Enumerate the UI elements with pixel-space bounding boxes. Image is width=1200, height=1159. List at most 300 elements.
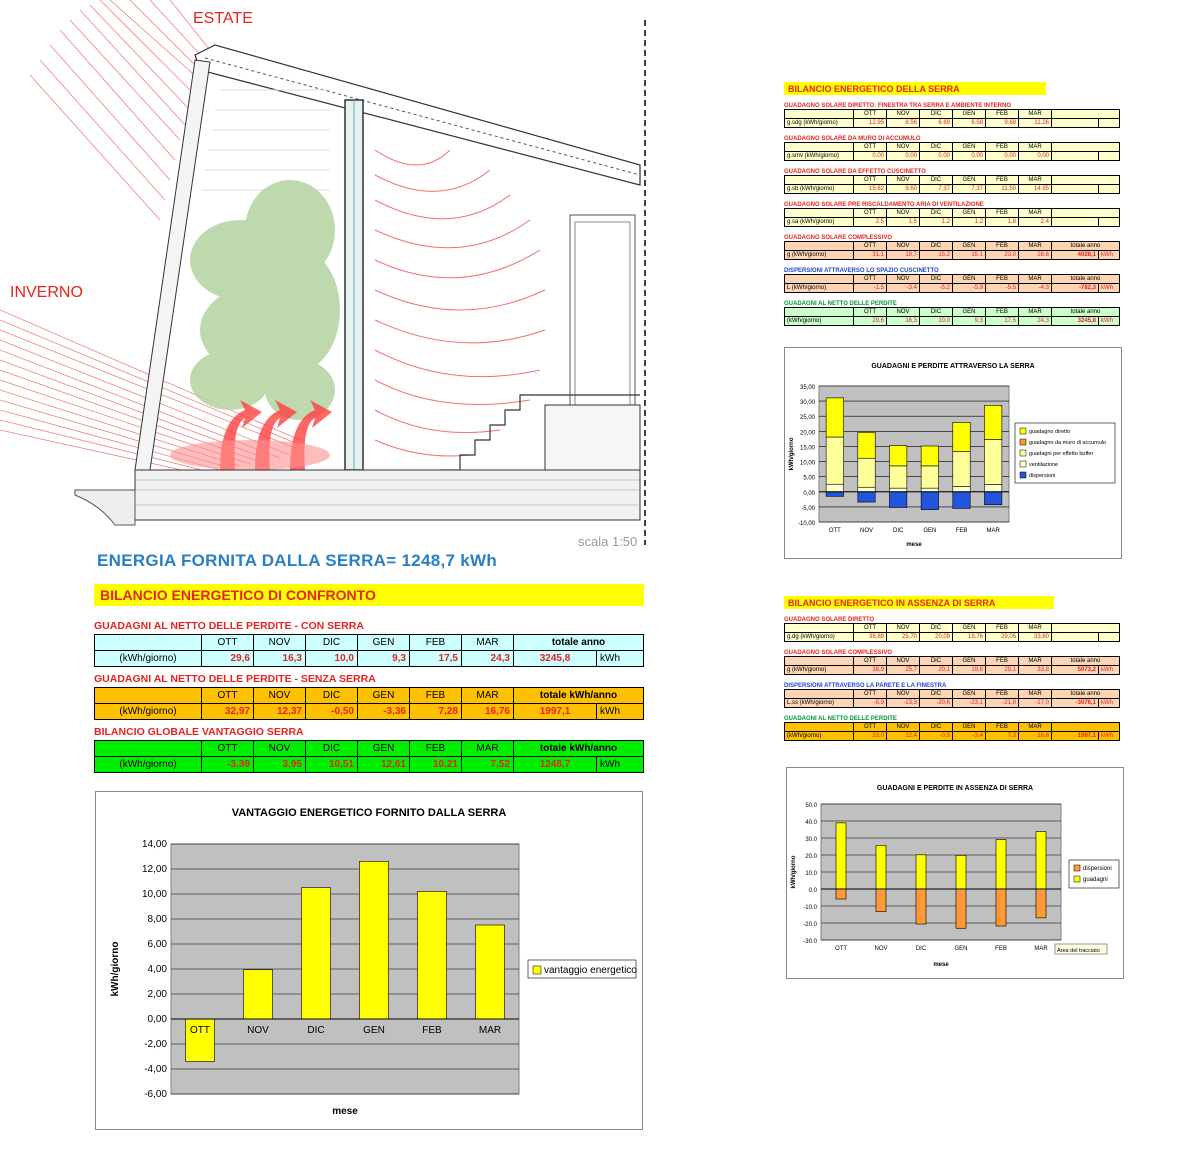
table-cell: -3,4 <box>953 732 986 741</box>
month-header: GEN <box>953 176 986 185</box>
y-tick-label: 15,00 <box>799 445 815 452</box>
chart-guadagni-serra-svg <box>785 348 1121 558</box>
bar <box>826 437 843 484</box>
table-cell: 0.00 <box>920 152 953 161</box>
month-header: DIC <box>920 275 953 284</box>
unit-cell: kWh <box>1099 732 1120 741</box>
month-header: GEN <box>953 275 986 284</box>
y-tick-label: -10.0 <box>803 905 817 911</box>
comparison-section-title: BILANCIO GLOBALE VANTAGGIO SERRA <box>94 726 304 738</box>
bar <box>984 485 1001 492</box>
block-title: GUADAGNO SOLARE COMPLESSIVO <box>784 235 893 241</box>
y-tick-label: 6,00 <box>147 939 167 950</box>
total-header: totale anno <box>1052 690 1120 699</box>
chart-vantaggio-svg <box>96 792 642 1129</box>
y-tick-label: 4,00 <box>147 964 167 975</box>
month-header: OTT <box>854 143 887 152</box>
month-header: MAR <box>1019 308 1052 317</box>
month-header: FEB <box>986 690 1019 699</box>
month-header: MAR <box>1019 242 1052 251</box>
table-cell: 16,3 <box>887 317 920 326</box>
chart-guadagni-no-serra-svg <box>787 768 1123 978</box>
table-cell: 10,21 <box>410 757 462 773</box>
bar <box>953 452 970 487</box>
unit-cell <box>1099 185 1120 194</box>
bar <box>996 889 1006 926</box>
month-header: OTT <box>854 657 887 666</box>
bar <box>826 492 843 497</box>
table-no-serra-title: BILANCIO ENERGETICO IN ASSENZA DI SERRA <box>784 596 1054 609</box>
table-cell: 24,3 <box>1019 317 1052 326</box>
unit-cell <box>1099 152 1120 161</box>
table-cell: 33,80 <box>1019 633 1052 642</box>
table-cell: 29,6 <box>854 317 887 326</box>
table-cell: 10,0 <box>920 317 953 326</box>
table-cell: 1.8 <box>986 218 1019 227</box>
bar <box>302 888 331 1019</box>
total-header: totale kWh/anno <box>514 741 644 757</box>
month-header: OTT <box>854 723 887 732</box>
row-label: g.sa (kWh/giorno) <box>785 218 854 227</box>
table-cell: -20,6 <box>920 699 953 708</box>
y-axis-label: kWh/giorno <box>789 437 795 471</box>
y-tick-label: 14,00 <box>141 839 167 850</box>
bar <box>418 891 447 1019</box>
block-title: DISPERSIONI ATTRAVERSO LO SPAZIO CUSCINETTO <box>784 268 939 274</box>
row-label: L (kWh/giorno) <box>785 284 854 293</box>
block-table <box>784 274 1120 293</box>
month-header: GEN <box>358 688 410 704</box>
bar <box>956 889 966 928</box>
floor-slab <box>135 470 640 520</box>
month-header: FEB <box>986 624 1019 633</box>
block-table <box>784 689 1120 708</box>
comparison-table <box>94 584 644 773</box>
label-summer: ESTATE <box>193 10 253 27</box>
x-tick-label: GEN <box>923 528 937 534</box>
x-tick-label: FEB <box>422 1025 442 1036</box>
month-header: FEB <box>986 242 1019 251</box>
legend-swatch <box>1020 428 1026 434</box>
table-cell: 23.0 <box>986 251 1019 260</box>
month-header: DIC <box>920 110 953 119</box>
unit-cell <box>1099 119 1120 128</box>
legend-label: guadagni <box>1083 877 1108 883</box>
legend-swatch <box>1074 876 1080 882</box>
month-header: FEB <box>986 176 1019 185</box>
table-cell: 25,70 <box>887 633 920 642</box>
row-label: g.smv (kWh/giorno) <box>785 152 854 161</box>
table-cell: -23,1 <box>953 699 986 708</box>
section-svg <box>0 0 650 560</box>
block-table <box>784 109 1120 128</box>
table-cell: 2.4 <box>1019 218 1052 227</box>
table-cell: -5,9 <box>854 699 887 708</box>
block-title: GUADAGNO SOLARE COMPLESSIVO <box>784 650 893 656</box>
block-title: DISPERSIONI ATTRAVERSO LA PARETE E LA FINESTRA <box>784 683 947 689</box>
bar <box>836 889 846 899</box>
x-axis-label: mese <box>933 962 949 968</box>
month-header: FEB <box>986 143 1019 152</box>
total-header: totale anno <box>514 635 644 651</box>
table-cell: 15.62 <box>854 185 887 194</box>
month-header: DIC <box>920 209 953 218</box>
y-tick-label: 5,00 <box>803 475 815 482</box>
total-cell: 4028,1 <box>1052 251 1099 260</box>
x-tick-label: MAR <box>986 528 1000 534</box>
bar <box>953 486 970 491</box>
table-cell: 38,88 <box>854 633 887 642</box>
total-header: totale anno <box>1052 275 1120 284</box>
comparison-section-table <box>94 634 644 667</box>
x-tick-label: DIC <box>915 946 927 952</box>
row-label: g (kWh/giorno) <box>785 666 854 675</box>
month-header: DIC <box>306 688 358 704</box>
month-header: NOV <box>887 143 920 152</box>
total-cell <box>1052 119 1099 128</box>
month-header: OTT <box>202 688 254 704</box>
unit-cell: kWh <box>1099 699 1120 708</box>
bar <box>826 484 843 492</box>
bar <box>858 458 875 487</box>
bar <box>921 466 938 488</box>
block-table <box>784 175 1120 194</box>
block-title: GUADAGNO SOLARE DIRETTO: FINESTRA TRA SERRA E AMBIENTE INTERNO <box>784 103 1012 109</box>
total-cell <box>1052 185 1099 194</box>
month-header: DIC <box>306 635 358 651</box>
table-cell: -17,0 <box>1019 699 1052 708</box>
unit-label: (kWh/giorno) <box>95 651 202 667</box>
month-header: GEN <box>358 635 410 651</box>
month-header: OTT <box>202 635 254 651</box>
month-header: FEB <box>410 741 462 757</box>
table-cell: 9,3 <box>358 651 410 667</box>
month-header: NOV <box>887 690 920 699</box>
bar <box>921 446 938 466</box>
bar <box>476 925 505 1019</box>
x-tick-label: NOV <box>874 946 888 952</box>
y-tick-label: -20.0 <box>803 922 817 928</box>
row-label: (kWh/giorno) <box>785 732 854 741</box>
total-cell: 3245,8 <box>514 651 597 667</box>
bar <box>953 422 970 451</box>
x-tick-label: FEB <box>955 528 968 534</box>
block-table <box>784 656 1120 675</box>
table-cell: 7,28 <box>410 704 462 720</box>
block-title: GUADAGNO SOLARE PRE RISCALDAMENTO ARIA DI VENTILAZIONE <box>784 202 984 208</box>
y-tick-label: 30.0 <box>805 837 817 843</box>
legend-label: dispersioni <box>1083 866 1112 872</box>
month-header: NOV <box>887 242 920 251</box>
y-tick-label: -4,00 <box>144 1064 167 1075</box>
table-cell: 24,3 <box>462 651 514 667</box>
y-tick-label: 20.0 <box>805 854 817 860</box>
table-cell: -3,39 <box>202 757 254 773</box>
bar <box>244 970 273 1019</box>
month-header: FEB <box>986 723 1019 732</box>
bar <box>889 446 906 466</box>
month-header: GEN <box>953 308 986 317</box>
total-cell: 1997,1 <box>514 704 597 720</box>
block-table <box>784 307 1120 326</box>
table-cell: 29,1 <box>986 666 1019 675</box>
month-header: MAR <box>462 688 514 704</box>
month-header: OTT <box>854 690 887 699</box>
month-header: GEN <box>953 110 986 119</box>
y-tick-label: 30,00 <box>799 400 815 407</box>
month-header: DIC <box>920 690 953 699</box>
y-tick-label: 20,00 <box>799 430 815 437</box>
headline: ENERGIA FORNITA DALLA SERRA= 1248,7 kWh <box>97 551 498 570</box>
unit-cell: kWh <box>597 651 644 667</box>
x-axis-label: mese <box>332 1106 358 1117</box>
bar <box>984 405 1001 439</box>
month-header: NOV <box>887 209 920 218</box>
block-title: GUADAGNO SOLARE DA MURO DI ACCUMULO <box>784 136 921 142</box>
month-header: MAR <box>462 741 514 757</box>
month-header: DIC <box>920 723 953 732</box>
total-header <box>1052 176 1120 185</box>
month-header: FEB <box>410 688 462 704</box>
x-tick-label: NOV <box>859 528 874 534</box>
table-cell: -3.4 <box>887 284 920 293</box>
y-tick-label: -2,00 <box>144 1039 167 1050</box>
table-no-serra <box>784 596 1120 741</box>
row-label: g.dg (kWh/giorno) <box>785 633 854 642</box>
y-tick-label: 0,00 <box>803 490 815 497</box>
table-cell: 32,97 <box>202 704 254 720</box>
y-tick-label: 2,00 <box>147 989 167 1000</box>
table-cell: 10,0 <box>306 651 358 667</box>
month-header: NOV <box>887 110 920 119</box>
chart-vantaggio <box>95 791 643 1130</box>
table-cell: 7.37 <box>953 185 986 194</box>
y-tick-label: 10.0 <box>805 871 817 877</box>
row-label: g.sdg (kWh/giorno) <box>785 119 854 128</box>
scale-label: scala 1:50 <box>578 534 638 549</box>
table-cell: 16,76 <box>462 704 514 720</box>
month-header: MAR <box>1019 275 1052 284</box>
plot-area <box>819 386 1009 522</box>
legend-label: guadagni per effetto buffer <box>1029 451 1094 457</box>
month-header: GEN <box>953 657 986 666</box>
x-tick-label: MAR <box>478 1025 502 1036</box>
block-table <box>784 623 1120 642</box>
month-header: GEN <box>358 741 410 757</box>
month-header: MAR <box>1019 176 1052 185</box>
month-header: GEN <box>953 242 986 251</box>
table-cell: -5.9 <box>953 284 986 293</box>
bar <box>916 855 926 889</box>
bar <box>836 823 846 889</box>
table-cell: 17,5 <box>410 651 462 667</box>
table-cell: 1.2 <box>920 218 953 227</box>
table-cell: 38,9 <box>854 666 887 675</box>
table-cell: 19,8 <box>953 666 986 675</box>
unit-label: (kWh/giorno) <box>95 704 202 720</box>
legend-label: guadagno da muro di accumulo <box>1029 440 1107 446</box>
table-cell: 9.68 <box>986 119 1019 128</box>
table-cell: 8.56 <box>887 119 920 128</box>
table-cell: -0,5 <box>920 732 953 741</box>
block-table <box>784 722 1120 741</box>
table-cell: 7,52 <box>462 757 514 773</box>
total-header: totale kWh/anno <box>514 688 644 704</box>
table-cell: 9,3 <box>953 317 986 326</box>
y-tick-label: 40.0 <box>805 820 817 826</box>
y-tick-label: 25,00 <box>799 415 815 422</box>
bar <box>889 466 906 488</box>
bar <box>858 487 875 492</box>
annotation: Area del tracciato <box>1057 948 1100 954</box>
table-cell: -5.2 <box>920 284 953 293</box>
comparison-section-title: GUADAGNI AL NETTO DELLE PERDITE - SENZA SERRA <box>94 673 376 685</box>
total-cell: 1997,1 <box>1052 732 1099 741</box>
unit-cell: kWh <box>1099 251 1120 260</box>
bar <box>984 492 1001 505</box>
table-cell: 16,3 <box>254 651 306 667</box>
total-header <box>1052 624 1120 633</box>
table-cell: 14.95 <box>1019 185 1052 194</box>
month-header: OTT <box>854 308 887 317</box>
table-cell: 17,5 <box>986 317 1019 326</box>
y-tick-label: 0.0 <box>808 888 817 894</box>
unit-cell: kWh <box>1099 317 1120 326</box>
y-tick-label: 10,00 <box>141 889 167 900</box>
table-cell: 25,7 <box>887 666 920 675</box>
label-winter: INVERNO <box>10 284 83 301</box>
y-axis-label: kWh/giorno <box>110 941 121 997</box>
bar <box>826 398 843 437</box>
bar <box>1036 832 1046 889</box>
table-cell: 29,05 <box>986 633 1019 642</box>
bar <box>996 840 1006 889</box>
greenhouse-section-drawing <box>0 0 650 560</box>
y-axis-label: kWh/giorno <box>791 855 797 889</box>
month-header: DIC <box>920 657 953 666</box>
block-title: GUADAGNO SOLARE DIRETTO <box>784 617 875 623</box>
x-axis-label: mese <box>906 542 922 548</box>
table-cell: 9.60 <box>887 185 920 194</box>
month-header: MAR <box>1019 657 1052 666</box>
bar <box>876 889 886 912</box>
table-cell: 11.50 <box>986 185 1019 194</box>
month-header: GEN <box>953 690 986 699</box>
table-cell: 7,3 <box>986 732 1019 741</box>
bar <box>858 432 875 458</box>
interior-hatch <box>202 90 330 190</box>
month-header: MAR <box>1019 723 1052 732</box>
month-header: MAR <box>462 635 514 651</box>
legend-swatch <box>533 966 541 974</box>
row-label: (kWh/giorno) <box>785 317 854 326</box>
month-header: OTT <box>854 110 887 119</box>
chart-guadagni-serra <box>784 347 1122 559</box>
month-header: GEN <box>953 143 986 152</box>
x-tick-label: GEN <box>954 946 968 952</box>
roof <box>195 45 640 185</box>
month-header: NOV <box>887 275 920 284</box>
legend-label: vantaggio energetico <box>544 965 637 976</box>
legend-swatch <box>1020 461 1026 467</box>
block-title: GUADAGNI AL NETTO DELLE PERDITE <box>784 716 897 722</box>
total-header <box>1052 143 1120 152</box>
y-tick-label: 0,00 <box>147 1014 167 1025</box>
x-tick-label: MAR <box>1034 946 1048 952</box>
table-cell: -3,36 <box>358 704 410 720</box>
table-cell: 6.69 <box>920 119 953 128</box>
block-table <box>784 208 1120 227</box>
unit-cell: kWh <box>597 757 644 773</box>
month-header: OTT <box>854 275 887 284</box>
x-tick-label: NOV <box>247 1025 269 1036</box>
legend-label: dispersioni <box>1029 473 1056 479</box>
table-cell: 33,0 <box>854 732 887 741</box>
bamboo-plant <box>190 180 340 420</box>
total-cell: -3076,1 <box>1052 699 1099 708</box>
total-cell: 5073,2 <box>1052 666 1099 675</box>
total-header <box>1052 723 1120 732</box>
row-label: g (kWh/giorno) <box>785 251 854 260</box>
month-header: FEB <box>986 110 1019 119</box>
month-header: FEB <box>986 657 1019 666</box>
total-header: totale anno <box>1052 242 1120 251</box>
legend-label: ventilazione <box>1029 462 1059 468</box>
total-cell: 3245,8 <box>1052 317 1099 326</box>
month-header: DIC <box>920 624 953 633</box>
chart-title: GUADAGNI E PERDITE IN ASSENZA DI SERRA <box>876 785 1034 792</box>
unit-cell: kWh <box>1099 284 1120 293</box>
bar <box>360 861 389 1019</box>
chart-title: VANTAGGIO ENERGETICO FORNITO DALLA SERRA <box>231 807 507 819</box>
total-header <box>1052 110 1120 119</box>
month-header: DIC <box>306 741 358 757</box>
total-header: totale anno <box>1052 308 1120 317</box>
y-tick-label: -5,00 <box>801 505 815 512</box>
x-tick-label: OTT <box>835 946 847 952</box>
comparison-section-title: GUADAGNI AL NETTO DELLE PERDITE - CON SERRA <box>94 620 364 632</box>
block-table <box>784 142 1120 161</box>
table-cell: 16,8 <box>1019 732 1052 741</box>
month-header: NOV <box>887 657 920 666</box>
month-header: OTT <box>854 242 887 251</box>
y-tick-label: 50.0 <box>805 803 817 809</box>
x-tick-label: OTT <box>828 528 841 534</box>
total-cell: -782,3 <box>1052 284 1099 293</box>
month-header: GEN <box>953 209 986 218</box>
y-tick-label: -30.0 <box>803 939 817 945</box>
table-cell: 10,51 <box>306 757 358 773</box>
month-header: NOV <box>887 624 920 633</box>
ground <box>75 490 135 525</box>
month-header: FEB <box>986 275 1019 284</box>
unit-cell: kWh <box>597 704 644 720</box>
table-cell: -21,8 <box>986 699 1019 708</box>
month-header: NOV <box>254 688 306 704</box>
table-cell: 0.00 <box>1019 152 1052 161</box>
bar <box>876 845 886 889</box>
table-cell: 33,8 <box>1019 666 1052 675</box>
table-cell: -4.3 <box>1019 284 1052 293</box>
month-header: MAR <box>1019 110 1052 119</box>
table-cell: 29,6 <box>202 651 254 667</box>
bar <box>889 492 906 508</box>
table-cell: 0.00 <box>854 152 887 161</box>
unit-cell <box>1099 218 1120 227</box>
block-table <box>784 241 1120 260</box>
y-tick-label: -10,00 <box>797 521 815 527</box>
y-tick-label: -6,00 <box>144 1089 167 1100</box>
